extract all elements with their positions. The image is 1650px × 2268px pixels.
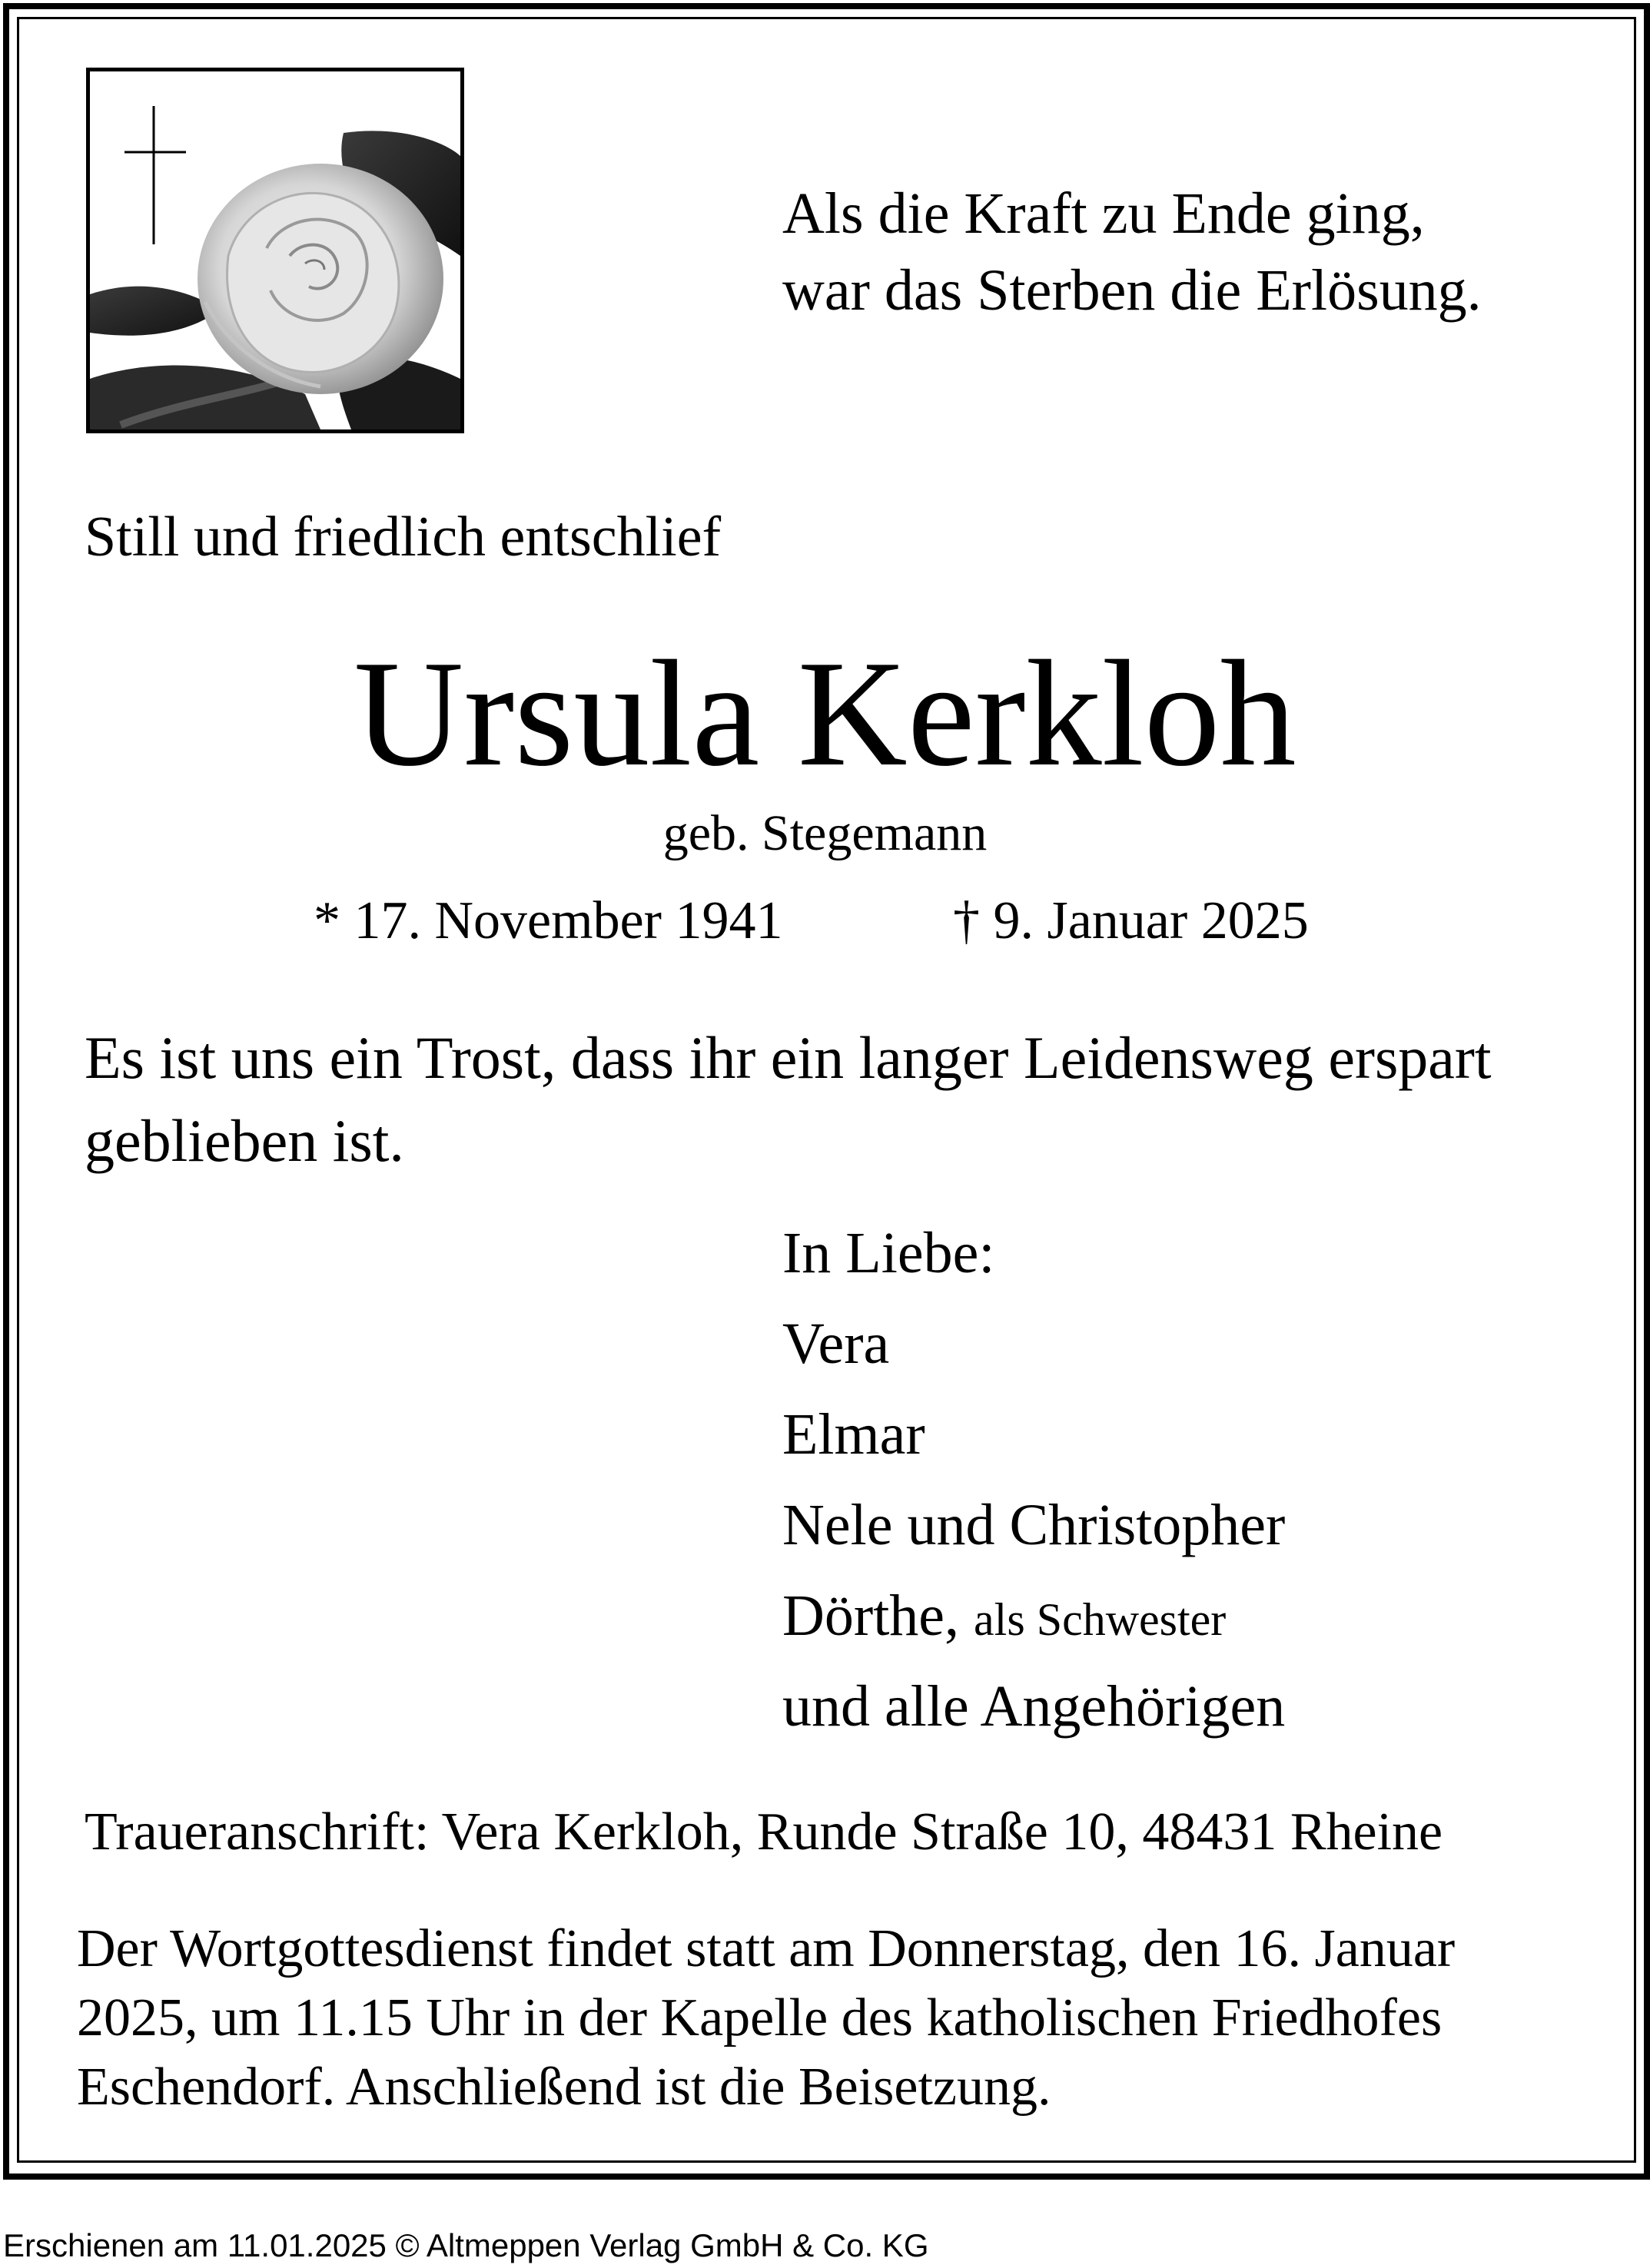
mourning-address: Traueranschrift: Vera Kerkloh, Runde Straße 10, 48431 Rheine <box>85 1802 1443 1862</box>
birth-date: * 17. November 1941 <box>314 891 783 950</box>
mourners-list <box>782 1208 1285 1752</box>
mourner-name: Vera <box>782 1311 890 1376</box>
publication-footer: Erschienen am 11.01.2025 © Altmeppen Verlag GmbH & Co. KG <box>3 2227 929 2263</box>
intro-text: Still und friedlich entschlief <box>85 506 722 569</box>
motto-line-1: Als die Kraft zu Ende ging, <box>782 181 1425 246</box>
service-line-1: Der Wortgottesdienst findet statt am Donnerstag, den 16. Januar <box>77 1919 1456 1978</box>
mourner-name: Nele und Christopher <box>782 1493 1286 1557</box>
service-line-3: Eschendorf. Anschließend ist die Beisetzung. <box>77 2057 1051 2117</box>
service-line-2: 2025, um 11.15 Uhr in der Kapelle des katholischen Friedhofes <box>77 1988 1443 2048</box>
death-date: † 9. Januar 2025 <box>953 891 1309 950</box>
comfort-line-2: geblieben ist. <box>85 1107 404 1174</box>
sibling-name: Dörthe, <box>782 1583 960 1648</box>
sibling-note: als Schwester <box>974 1594 1227 1645</box>
mourners-closing: und alle Angehörigen <box>782 1674 1286 1739</box>
motto-line-2: war das Sterben die Erlösung. <box>782 258 1482 323</box>
mourner-name: Elmar <box>782 1402 925 1467</box>
mourner-sibling <box>782 1570 1285 1661</box>
mourners-heading: In Liebe: <box>782 1221 995 1285</box>
maiden-name: geb. Stegemann <box>662 805 988 861</box>
comfort-line-1: Es ist uns ein Trost, dass ihr ein langer Leidensweg erspart <box>85 1024 1492 1091</box>
rose-with-cross-icon <box>86 68 464 433</box>
deceased-name: Ursula Kerkloh <box>354 629 1296 797</box>
